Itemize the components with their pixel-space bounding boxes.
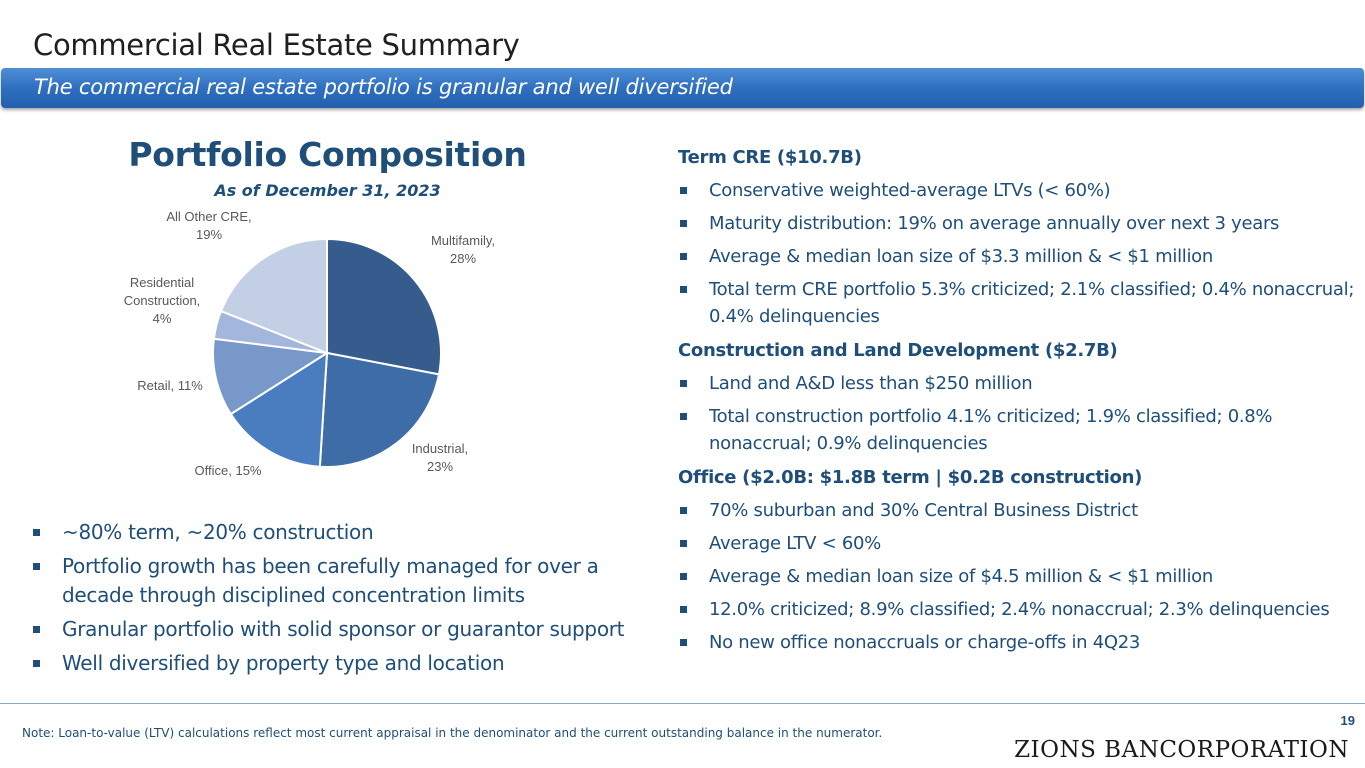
- left-bullet-item: [33, 649, 653, 678]
- bullet-square-icon: [33, 626, 40, 633]
- bullet-square-icon: [680, 507, 687, 514]
- section-bullet-item: [678, 210, 1358, 237]
- right-sections: [678, 145, 1358, 664]
- section-bullet-list: [678, 370, 1358, 457]
- section-bullet-item: [678, 563, 1358, 590]
- banner-text: The commercial real estate portfolio is granular and well diversified: [34, 75, 733, 99]
- bullet-text: Portfolio growth has been carefully managed for over a decade through disciplined concentration limits: [62, 554, 599, 607]
- left-bullet-item: [33, 518, 653, 547]
- chart-subtitle: As of December 31, 2023: [214, 181, 441, 200]
- bullet-text: Granular portfolio with solid sponsor or guarantor support: [62, 617, 625, 641]
- pie-label-all-other-cre: All Other CRE, 19%: [166, 209, 252, 242]
- bullet-text: Maturity distribution: 19% on average annually over next 3 years: [709, 213, 1280, 234]
- bullet-square-icon: [680, 253, 687, 260]
- bullet-square-icon: [680, 639, 687, 646]
- bullet-square-icon: [33, 660, 40, 667]
- portfolio-pie-chart: [0, 0, 660, 500]
- bullet-square-icon: [33, 563, 40, 570]
- pie-label-multifamily: Multifamily, 28%: [430, 233, 496, 266]
- section-bullet-item: [678, 530, 1358, 557]
- bullet-text: 12.0% criticized; 8.9% classified; 2.4% nonaccrual; 2.3% delinquencies: [709, 599, 1330, 620]
- section-heading: Office ($2.0B: $1.8B term | $0.2B construction): [678, 467, 1143, 488]
- section-bullet-item: [678, 243, 1358, 270]
- section-bullet-item: [678, 403, 1358, 457]
- section-bullet-item: [678, 629, 1358, 656]
- bullet-text: Total construction portfolio 4.1% criticized; 1.9% classified; 0.8% nonaccrual; 0.9% delinquencies: [709, 406, 1273, 454]
- bullet-text: 70% suburban and 30% Central Business District: [709, 500, 1138, 521]
- bullet-square-icon: [33, 529, 40, 536]
- section-bullet-item: [678, 370, 1358, 397]
- bullet-square-icon: [680, 187, 687, 194]
- footer-divider: [0, 703, 1365, 704]
- section-bullet-item: [678, 276, 1358, 330]
- section-bullet-list: [678, 177, 1358, 330]
- left-bullet-item: [33, 615, 653, 644]
- section-bullet-item: [678, 177, 1358, 204]
- bullet-text: Total term CRE portfolio 5.3% criticized; 2.1% classified; 0.4% nonaccrual; 0.4% delinquencies: [709, 279, 1355, 327]
- pie-label-office: Office, 15%: [194, 463, 262, 478]
- section-bullet-item: [678, 596, 1358, 623]
- bullet-square-icon: [680, 380, 687, 387]
- pie-label-retail: Retail, 11%: [137, 378, 203, 393]
- page-number: 19: [1340, 713, 1355, 728]
- section-bullet-list: [678, 497, 1358, 656]
- bullet-square-icon: [680, 413, 687, 420]
- pie-label-industrial: Industrial, 23%: [411, 441, 469, 474]
- company-logo: ZIONS BANCORPORATION: [1014, 737, 1349, 763]
- bullet-square-icon: [680, 606, 687, 613]
- bullet-square-icon: [680, 220, 687, 227]
- bullet-square-icon: [680, 540, 687, 547]
- bullet-text: Average LTV < 60%: [709, 533, 881, 554]
- bullet-text: Conservative weighted-average LTVs (< 60%): [709, 180, 1111, 201]
- bullet-text: Average & median loan size of $4.5 million & < $1 million: [709, 566, 1213, 587]
- page-title: Commercial Real Estate Summary: [33, 28, 520, 62]
- section: [678, 465, 1358, 656]
- section: [678, 145, 1358, 330]
- bullet-text: Land and A&D less than $250 million: [709, 373, 1033, 394]
- bullet-text: Well diversified by property type and location: [62, 651, 505, 675]
- bullet-text: ~80% term, ~20% construction: [62, 520, 374, 544]
- bullet-text: No new office nonaccruals or charge-offs in 4Q23: [709, 632, 1141, 653]
- left-bullet-item: [33, 552, 653, 610]
- section: [678, 338, 1358, 457]
- section-bullet-item: [678, 497, 1358, 524]
- section-heading: Construction and Land Development ($2.7B): [678, 340, 1118, 361]
- left-bullet-list: [33, 518, 653, 683]
- bullet-square-icon: [680, 286, 687, 293]
- footnote: Note: Loan-to-value (LTV) calculations reflect most current appraisal in the denominator and the current outstanding balance in the numerator.: [22, 726, 883, 740]
- chart-title: Portfolio Composition: [128, 135, 527, 174]
- pie-slice-multifamily: [327, 239, 441, 374]
- pie-label-residential-construction: Residential Construction, 4%: [123, 275, 201, 326]
- bullet-text: Average & median loan size of $3.3 million & < $1 million: [709, 246, 1213, 267]
- bullet-square-icon: [680, 573, 687, 580]
- section-heading: Term CRE ($10.7B): [678, 147, 862, 168]
